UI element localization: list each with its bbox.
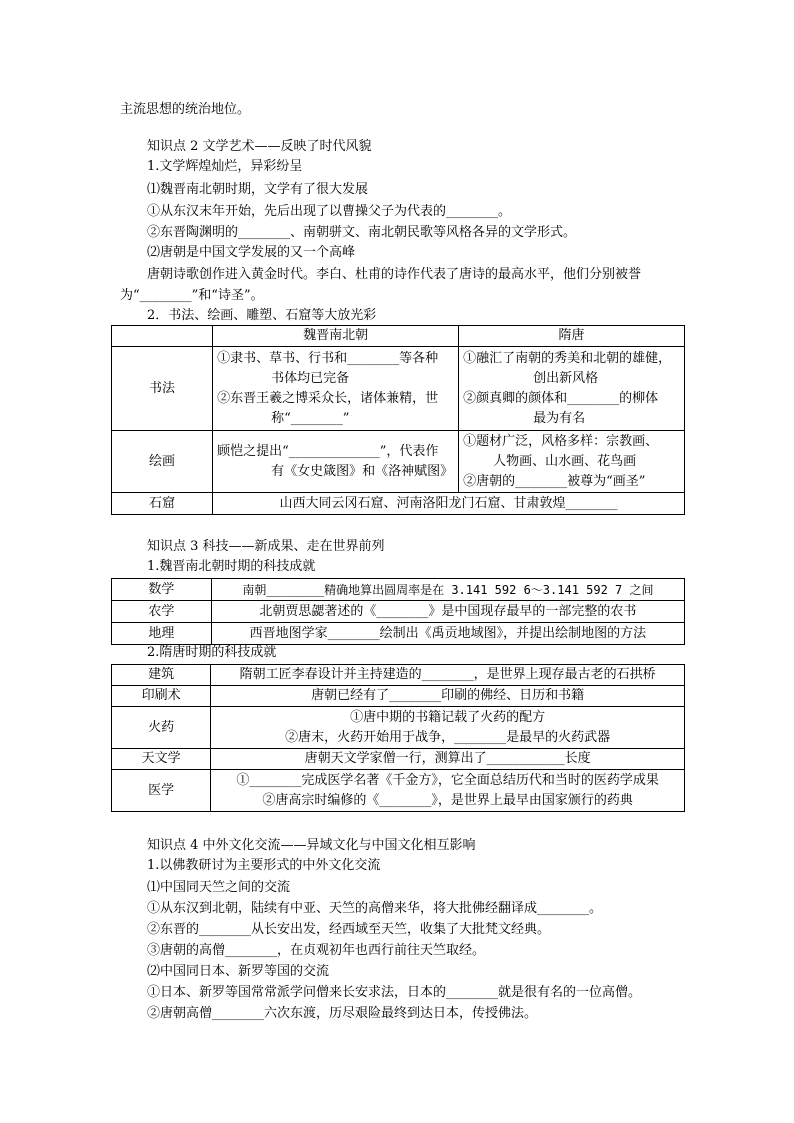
med-content: ①________完成医学名著《千金方》，它全面总结历代和当时的医药学成果 ②唐高宗时编修的《________》，是世界上最早由国家颁行的药典 xyxy=(211,770,685,812)
table-row xyxy=(112,770,685,812)
astro-content: 唐朝天文学家僧一行，测算出了____________长度 xyxy=(211,749,685,770)
table-row xyxy=(112,579,685,601)
kp2-item-b: ②东晋陶渊明的________、南朝骈文、南北朝民歌等风格各异的文学形式。 xyxy=(147,225,577,240)
arch-content: 隋朝工匠李春设计并主持建造的________，是世界上现存最古老的石拱桥 xyxy=(211,665,685,686)
kp3-section2-title: 2.隋唐时期的科技成就 xyxy=(147,645,277,660)
print-content: 唐朝已经有了________印刷的佛经、日历和书籍 xyxy=(211,686,685,707)
calligraphy-weijin: ①隶书、草书、行书和________等各种 书体均已完备 ②东晋王羲之博采众长，诸体兼精，世 称“________” xyxy=(213,347,459,431)
kp2-poetry-line2: 为“________”和“诗圣”。 xyxy=(120,288,264,303)
kp2-sub2: ⑵唐朝是中国文学发展的又一个高峰 xyxy=(147,245,356,260)
row-label-agri: 农学 xyxy=(112,601,212,623)
table-row xyxy=(112,665,685,686)
gunpowder-content: ①唐中期的书籍记载了火药的配方 ②唐末，火药开始用于战争，________是最早的火药武器 xyxy=(211,707,685,749)
table-row-grotto xyxy=(112,493,685,515)
row-label-gunpowder: 火药 xyxy=(112,707,211,749)
tech-table-1 xyxy=(111,578,685,645)
math-content: 南朝________精确地算出圆周率是在 3.141 592 6～3.141 592 7 之间 xyxy=(211,579,684,601)
art-table xyxy=(111,325,685,515)
calligraphy-suitang: ①融汇了南朝的秀美和北朝的雄健， 创出新风格 ②颜真卿的颜体和________的柳体 最为有名 xyxy=(459,347,685,431)
kp2-section1-title: 1.文学辉煌灿烂，异彩纷呈 xyxy=(147,159,303,174)
row-label-grotto: 石窟 xyxy=(112,493,213,515)
kp4-item-d: ①日本、新罗等国常常派学问僧来长安求法，日本的________就是很有名的一位高僧。 xyxy=(147,985,642,1000)
kp4-title: 知识点 4 中外文化交流——异域文化与中国文化相互影响 xyxy=(147,838,476,853)
row-label-print: 印刷术 xyxy=(112,686,211,707)
kp2-poetry-line1: 唐朝诗歌创作进入黄金时代。李白、杜甫的诗作代表了唐诗的最高水平，他们分别被誉 xyxy=(147,267,642,282)
table-row xyxy=(112,601,685,623)
table-row xyxy=(112,686,685,707)
tech-table-2 xyxy=(111,664,685,812)
table-row xyxy=(112,707,685,749)
kp3-title: 知识点 3 科技——新成果、走在世界前列 xyxy=(147,539,385,554)
kp4-sub1: ⑴中国同天竺之间的交流 xyxy=(147,880,291,895)
table-header-suitang: 隋唐 xyxy=(459,326,685,347)
row-label-arch: 建筑 xyxy=(112,665,211,686)
kp2-item-a: ①从东汉末年开始，先后出现了以曹操父子为代表的________。 xyxy=(147,204,512,219)
kp4-item-e: ②唐朝高僧________六次东渡，历尽艰险最终到达日本，传授佛法。 xyxy=(147,1006,538,1021)
table-row-painting xyxy=(112,431,685,493)
painting-weijin: 顾恺之提出“______________”，代表作 有《女史箴图》和《洛神赋图》 xyxy=(213,431,459,493)
geo-content: 西晋地图学家________绘制出《禹贡地域图》，并提出绘制地图的方法 xyxy=(211,623,684,645)
kp2-sub1: ⑴魏晋南北朝时期，文学有了很大发展 xyxy=(147,182,369,197)
agri-content: 北朝贾思勰著述的《________》是中国现存最早的一部完整的农书 xyxy=(211,601,684,623)
row-label-geo: 地理 xyxy=(112,623,212,645)
table-header-blank xyxy=(112,326,213,347)
painting-suitang: ①题材广泛，风格多样：宗教画、 人物画、山水画、花鸟画 ②唐朝的________被尊为“画圣” xyxy=(459,431,685,493)
grotto-content: 山西大同云冈石窟、河南洛阳龙门石窟、甘肃敦煌________ xyxy=(213,493,685,515)
table-header-weijin: 魏晋南北朝 xyxy=(213,326,459,347)
row-label-math: 数学 xyxy=(112,579,212,601)
kp3-section1-title: 1.魏晋南北朝时期的科技成就 xyxy=(147,559,316,574)
table-row xyxy=(112,749,685,770)
kp4-item-c: ③唐朝的高僧________，在贞观初年也西行前往天竺取经。 xyxy=(147,943,486,958)
row-label-med: 医学 xyxy=(112,770,211,812)
kp4-section1-title: 1.以佛教研讨为主要形式的中外文化交流 xyxy=(147,858,381,873)
row-label-astro: 天文学 xyxy=(112,749,211,770)
kp4-item-b: ②东晋的________从长安出发，经西域至天竺，收集了大批梵文经典。 xyxy=(147,922,551,937)
row-label-calligraphy: 书法 xyxy=(112,347,213,431)
row-label-painting: 绘画 xyxy=(112,431,213,493)
kp2-section2-title: 2．书法、绘画、雕塑、石窟等大放光彩 xyxy=(147,308,377,323)
table-row xyxy=(112,623,685,645)
kp4-sub2: ⑵中国同日本、新罗等国的交流 xyxy=(147,964,330,979)
kp4-item-a: ①从东汉到北朝，陆续有中亚、天竺的高僧来华，将大批佛经翻译成________。 xyxy=(147,901,603,916)
kp2-title: 知识点 2 文学艺术——反映了时代风貌 xyxy=(147,139,372,154)
intro-tail: 主流思想的统治地位。 xyxy=(120,102,251,117)
table-row-calligraphy xyxy=(112,347,685,431)
